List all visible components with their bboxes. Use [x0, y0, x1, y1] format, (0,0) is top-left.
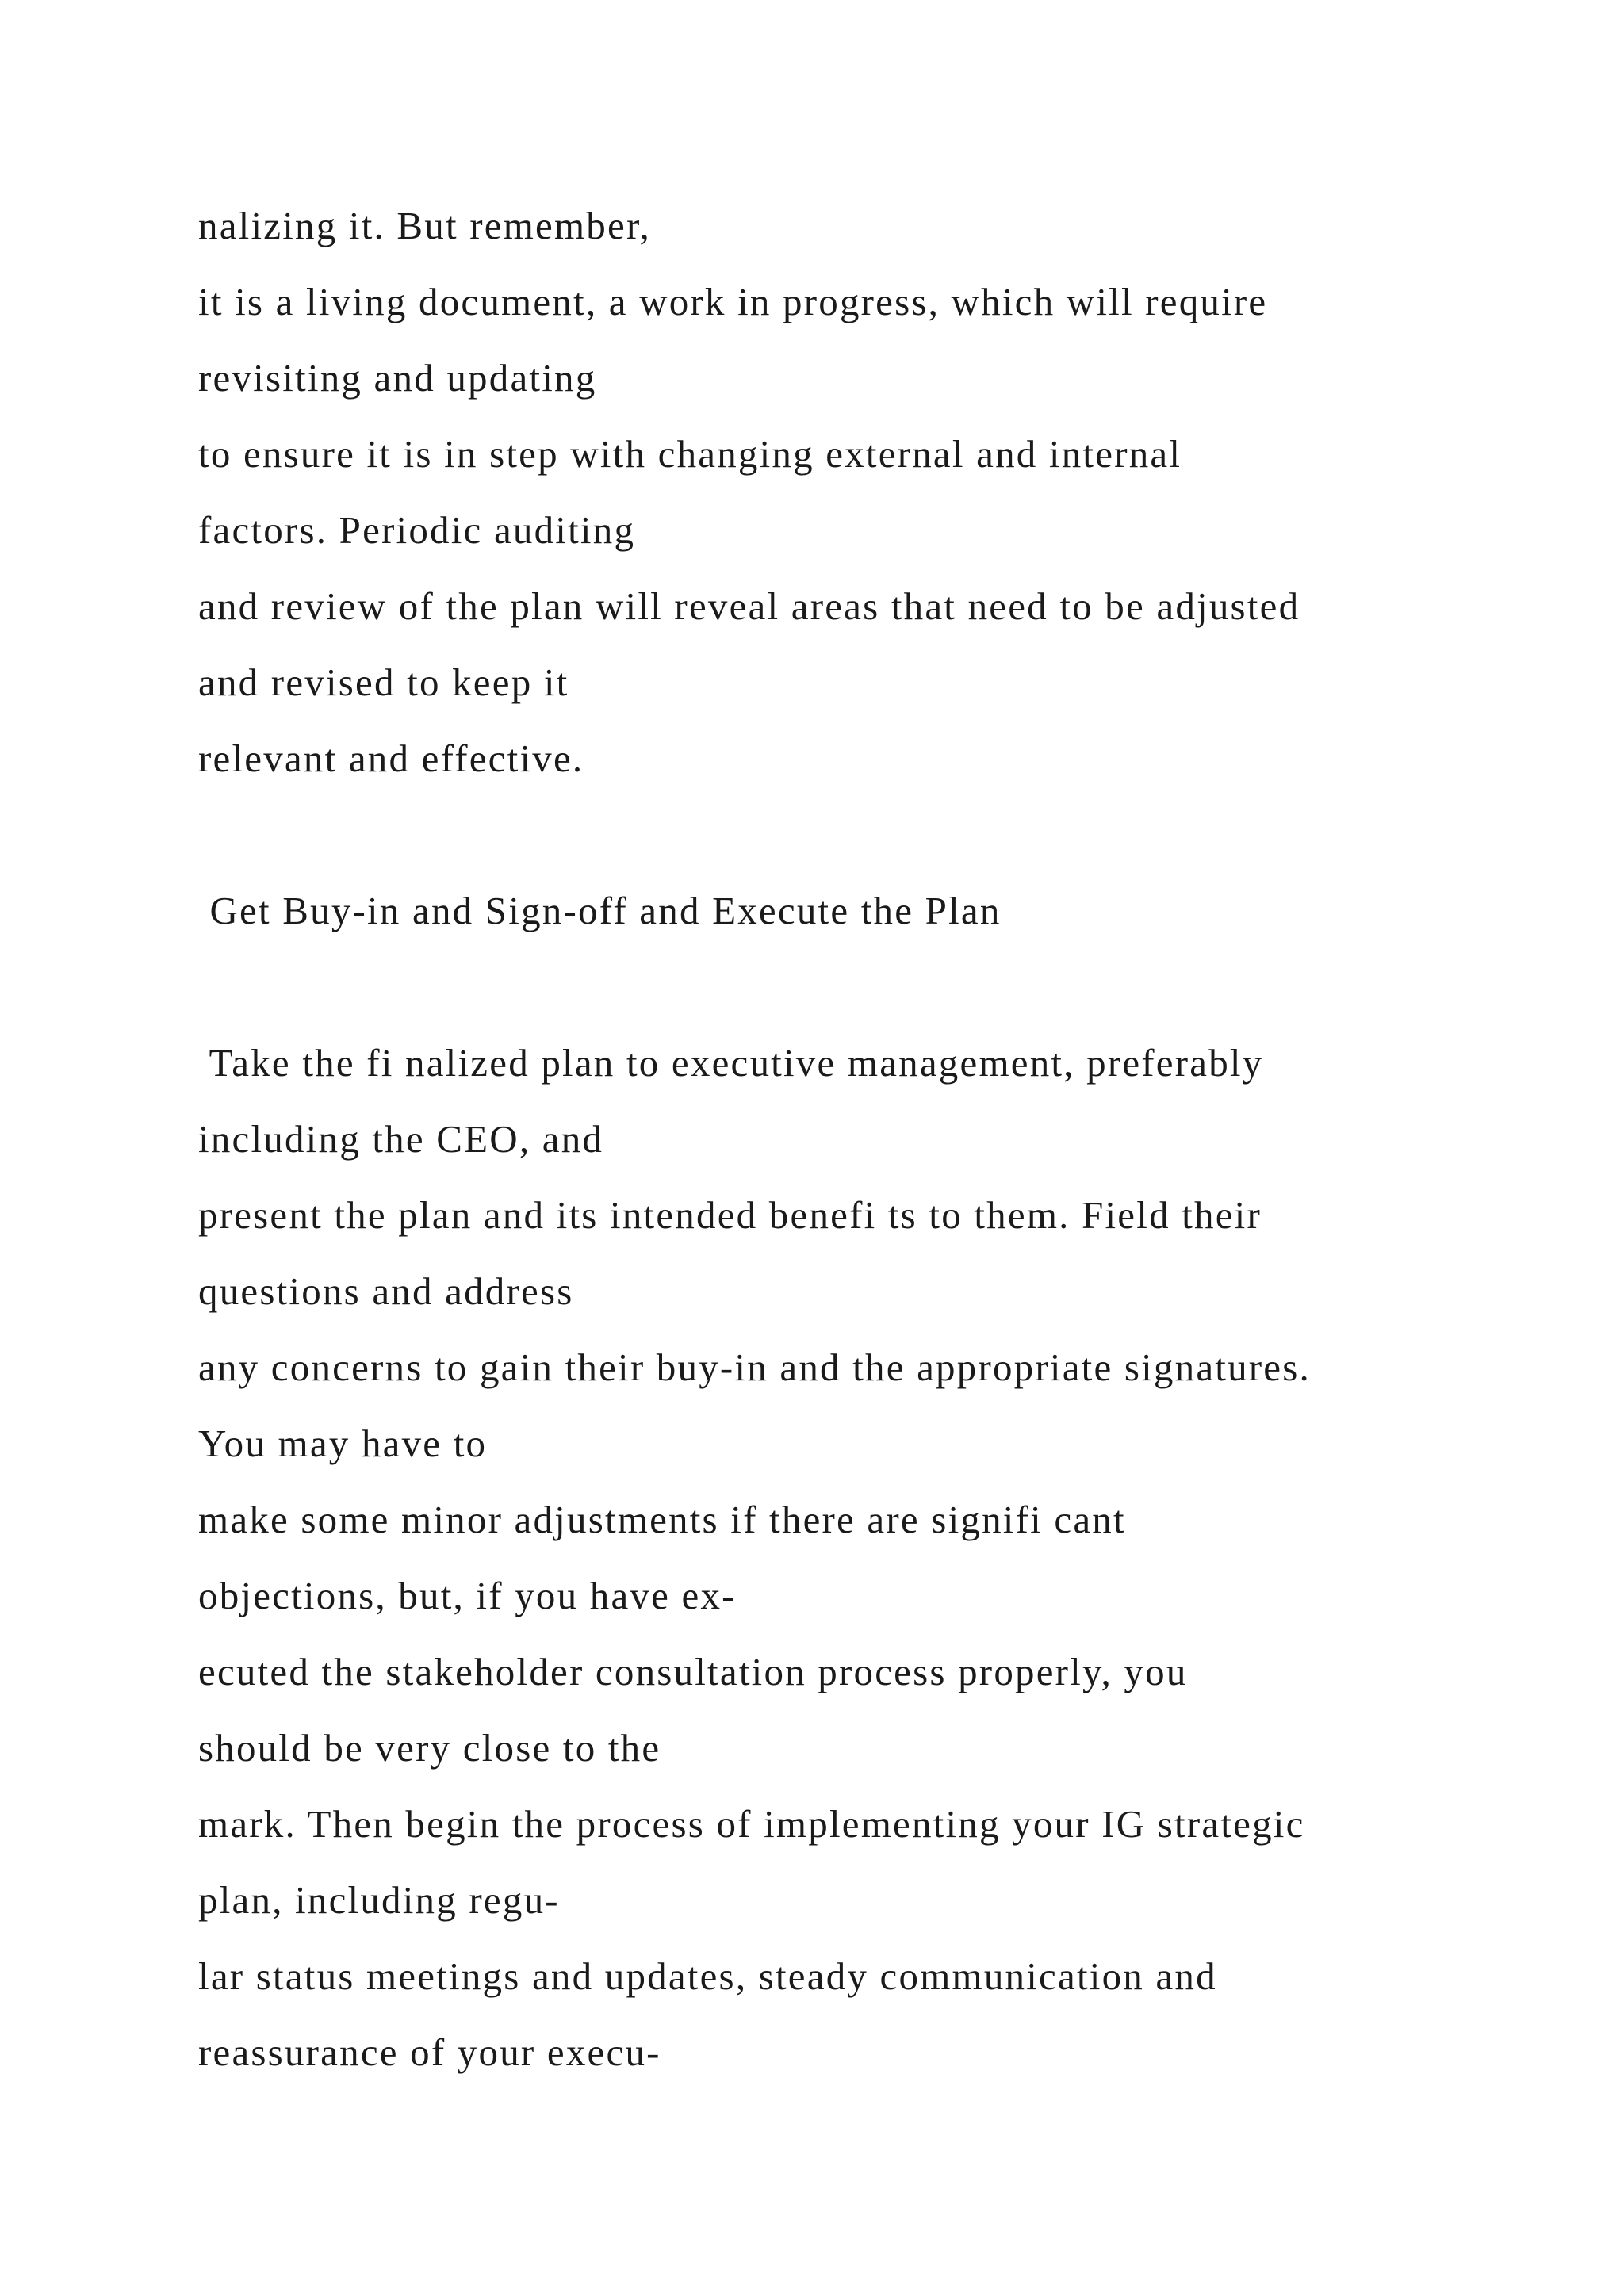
text-line: and revised to keep it: [198, 660, 569, 704]
text-line: reassurance of your execu-: [198, 2030, 661, 2074]
text-line: revisiting and updating: [198, 356, 597, 400]
text-line: plan, including regu-: [198, 1878, 560, 1922]
text-line: nalizing it. But remember,: [198, 204, 651, 247]
text-line: Take the fi nalized plan to executive management, preferably: [198, 1041, 1264, 1085]
text-line: should be very close to the: [198, 1726, 661, 1770]
text-line: including the CEO, and: [198, 1117, 604, 1161]
text-line: and review of the plan will reveal areas that need to be adjusted: [198, 584, 1300, 628]
text-line: factors. Periodic auditing: [198, 508, 636, 552]
text-line: make some minor adjustments if there are signifi cant: [198, 1498, 1126, 1541]
text-line: objections, but, if you have ex-: [198, 1574, 737, 1617]
section-heading: Get Buy-in and Sign-off and Execute the Plan: [198, 889, 1002, 932]
blank-line: [198, 797, 1546, 873]
text-line: to ensure it is in step with changing external and internal: [198, 432, 1182, 476]
text-line: relevant and effective.: [198, 737, 584, 780]
text-line: You may have to: [198, 1422, 488, 1465]
text-line: lar status meetings and updates, steady communication and: [198, 1954, 1217, 1998]
text-line: any concerns to gain their buy-in and the appropriate signatures.: [198, 1345, 1311, 1389]
text-line: it is a living document, a work in progress, which will require: [198, 280, 1268, 323]
text-line: present the plan and its intended benefi ts to them. Field their: [198, 1193, 1262, 1237]
blank-line: [198, 949, 1546, 1025]
text-line: ecuted the stakeholder consultation process properly, you: [198, 1650, 1188, 1693]
document-body: [198, 188, 1546, 2091]
text-line: questions and address: [198, 1269, 574, 1313]
text-line: mark. Then begin the process of implementing your IG strategic: [198, 1802, 1305, 1846]
